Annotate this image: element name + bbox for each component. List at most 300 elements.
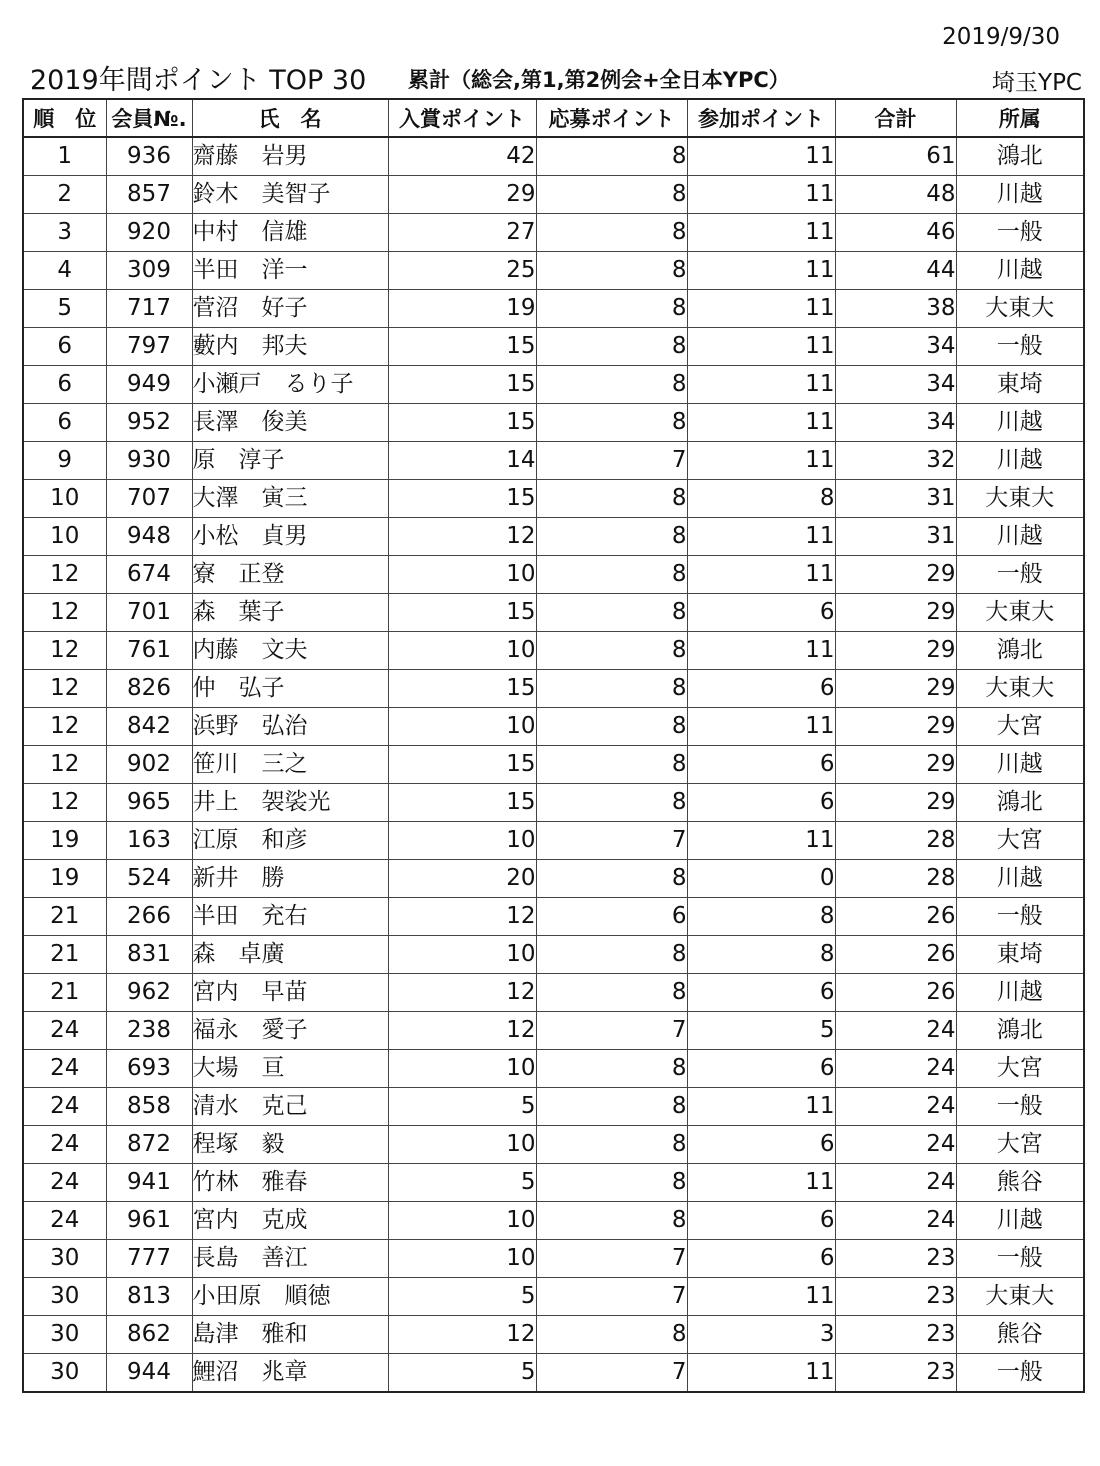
cell-name: 藪内 邦夫 (192, 328, 388, 366)
cell-member-no: 930 (106, 442, 192, 480)
cell-entry-points: 8 (536, 708, 687, 746)
column-header-rank: 順 位 (23, 99, 106, 137)
cell-total: 29 (835, 784, 956, 822)
cell-member-no: 952 (106, 404, 192, 442)
page-title: 2019年間ポイント TOP 30 (30, 65, 367, 96)
cell-rank: 21 (23, 974, 106, 1012)
cell-participation-points: 11 (687, 442, 835, 480)
cell-total: 24 (835, 1164, 956, 1202)
cell-entry-points: 7 (536, 1278, 687, 1316)
cell-member-no: 857 (106, 176, 192, 214)
cell-affiliation: 鴻北 (956, 784, 1084, 822)
cell-participation-points: 11 (687, 176, 835, 214)
cell-total: 31 (835, 518, 956, 556)
cell-name: 仲 弘子 (192, 670, 388, 708)
cell-participation-points: 11 (687, 822, 835, 860)
cell-participation-points: 6 (687, 784, 835, 822)
cell-participation-points: 8 (687, 936, 835, 974)
cell-total: 46 (835, 214, 956, 252)
cell-award-points: 5 (388, 1088, 536, 1126)
cell-member-no: 826 (106, 670, 192, 708)
cell-name: 宮内 克成 (192, 1202, 388, 1240)
column-header-affiliation: 所属 (956, 99, 1084, 137)
cell-entry-points: 7 (536, 1240, 687, 1278)
column-header-name: 氏 名 (192, 99, 388, 137)
table-row (23, 670, 1084, 708)
cell-participation-points: 11 (687, 518, 835, 556)
cell-member-no: 842 (106, 708, 192, 746)
cell-total: 28 (835, 860, 956, 898)
cell-name: 森 葉子 (192, 594, 388, 632)
cell-name: 程塚 毅 (192, 1126, 388, 1164)
cell-member-no: 777 (106, 1240, 192, 1278)
cell-total: 34 (835, 366, 956, 404)
cell-rank: 9 (23, 442, 106, 480)
cell-participation-points: 11 (687, 290, 835, 328)
table-row (23, 290, 1084, 328)
cell-name: 大澤 寅三 (192, 480, 388, 518)
table-row (23, 366, 1084, 404)
cell-participation-points: 11 (687, 137, 835, 176)
cell-total: 29 (835, 746, 956, 784)
cell-affiliation: 鴻北 (956, 137, 1084, 176)
cell-affiliation: 大宮 (956, 708, 1084, 746)
cell-member-no: 524 (106, 860, 192, 898)
cell-affiliation: 大宮 (956, 822, 1084, 860)
cell-rank: 24 (23, 1088, 106, 1126)
cell-entry-points: 8 (536, 328, 687, 366)
cell-rank: 6 (23, 328, 106, 366)
cell-affiliation: 一般 (956, 1354, 1084, 1393)
cell-award-points: 15 (388, 328, 536, 366)
cell-total: 24 (835, 1050, 956, 1088)
cell-name: 宮内 早苗 (192, 974, 388, 1012)
cell-total: 29 (835, 708, 956, 746)
cell-name: 浜野 弘治 (192, 708, 388, 746)
cell-total: 29 (835, 556, 956, 594)
cell-entry-points: 8 (536, 1088, 687, 1126)
cell-entry-points: 8 (536, 137, 687, 176)
cell-member-no: 872 (106, 1126, 192, 1164)
cell-entry-points: 8 (536, 1316, 687, 1354)
cell-participation-points: 11 (687, 1164, 835, 1202)
cell-entry-points: 8 (536, 290, 687, 328)
cell-affiliation: 熊谷 (956, 1164, 1084, 1202)
cell-entry-points: 8 (536, 214, 687, 252)
cell-rank: 30 (23, 1278, 106, 1316)
cell-rank: 5 (23, 290, 106, 328)
cell-member-no: 309 (106, 252, 192, 290)
report-date: 2019/9/30 (942, 24, 1060, 50)
cell-total: 28 (835, 822, 956, 860)
cell-entry-points: 8 (536, 746, 687, 784)
table-row (23, 632, 1084, 670)
cell-rank: 12 (23, 708, 106, 746)
cell-member-no: 831 (106, 936, 192, 974)
cell-rank: 6 (23, 366, 106, 404)
cell-participation-points: 11 (687, 404, 835, 442)
table-row (23, 214, 1084, 252)
cell-rank: 12 (23, 556, 106, 594)
cell-entry-points: 8 (536, 1164, 687, 1202)
cell-rank: 1 (23, 137, 106, 176)
cell-participation-points: 6 (687, 670, 835, 708)
cell-name: 鈴木 美智子 (192, 176, 388, 214)
cell-award-points: 5 (388, 1278, 536, 1316)
cell-award-points: 15 (388, 746, 536, 784)
cell-member-no: 920 (106, 214, 192, 252)
cell-affiliation: 鴻北 (956, 632, 1084, 670)
cell-entry-points: 7 (536, 1354, 687, 1393)
cell-name: 鯉沼 兆章 (192, 1354, 388, 1393)
cell-entry-points: 8 (536, 784, 687, 822)
table-row (23, 1126, 1084, 1164)
cell-award-points: 10 (388, 1126, 536, 1164)
cell-name: 森 卓廣 (192, 936, 388, 974)
cell-award-points: 10 (388, 632, 536, 670)
cell-name: 原 淳子 (192, 442, 388, 480)
cell-rank: 2 (23, 176, 106, 214)
cell-award-points: 10 (388, 708, 536, 746)
cell-total: 24 (835, 1126, 956, 1164)
cell-rank: 24 (23, 1050, 106, 1088)
cell-participation-points: 6 (687, 974, 835, 1012)
cell-affiliation: 熊谷 (956, 1316, 1084, 1354)
cell-rank: 12 (23, 746, 106, 784)
cell-member-no: 707 (106, 480, 192, 518)
cell-affiliation: 東埼 (956, 936, 1084, 974)
cell-award-points: 29 (388, 176, 536, 214)
table-row (23, 1202, 1084, 1240)
cell-member-no: 961 (106, 1202, 192, 1240)
cell-total: 23 (835, 1316, 956, 1354)
cell-award-points: 15 (388, 784, 536, 822)
cell-member-no: 941 (106, 1164, 192, 1202)
cell-member-no: 944 (106, 1354, 192, 1393)
cell-participation-points: 11 (687, 1278, 835, 1316)
table-row (23, 860, 1084, 898)
cell-entry-points: 8 (536, 632, 687, 670)
cell-member-no: 717 (106, 290, 192, 328)
cell-affiliation: 大宮 (956, 1050, 1084, 1088)
cell-affiliation: 一般 (956, 1088, 1084, 1126)
cell-participation-points: 5 (687, 1012, 835, 1050)
column-header-entry-points: 応募ポイント (536, 99, 687, 137)
cell-award-points: 12 (388, 974, 536, 1012)
cell-total: 29 (835, 594, 956, 632)
cell-member-no: 674 (106, 556, 192, 594)
cell-participation-points: 6 (687, 1240, 835, 1278)
cell-member-no: 965 (106, 784, 192, 822)
cell-total: 24 (835, 1202, 956, 1240)
cell-total: 29 (835, 670, 956, 708)
cell-affiliation: 大東大 (956, 670, 1084, 708)
cell-total: 23 (835, 1354, 956, 1393)
cell-affiliation: 大東大 (956, 480, 1084, 518)
cell-total: 48 (835, 176, 956, 214)
table-row (23, 974, 1084, 1012)
cell-entry-points: 8 (536, 252, 687, 290)
cell-name: 島津 雅和 (192, 1316, 388, 1354)
cell-total: 34 (835, 328, 956, 366)
cell-award-points: 25 (388, 252, 536, 290)
cell-affiliation: 川越 (956, 746, 1084, 784)
cell-rank: 12 (23, 670, 106, 708)
cell-participation-points: 11 (687, 214, 835, 252)
cell-name: 新井 勝 (192, 860, 388, 898)
cell-entry-points: 8 (536, 404, 687, 442)
table-row (23, 556, 1084, 594)
cell-total: 23 (835, 1240, 956, 1278)
cell-affiliation: 鴻北 (956, 1012, 1084, 1050)
cell-award-points: 15 (388, 404, 536, 442)
table-row (23, 328, 1084, 366)
table-row (23, 822, 1084, 860)
cell-member-no: 163 (106, 822, 192, 860)
cell-award-points: 15 (388, 480, 536, 518)
cell-rank: 12 (23, 632, 106, 670)
cell-award-points: 10 (388, 1240, 536, 1278)
cell-member-no: 962 (106, 974, 192, 1012)
cell-rank: 10 (23, 480, 106, 518)
page-subtitle: 累計（総会,第1,第2例会+全日本YPC） (408, 68, 790, 92)
table-row (23, 784, 1084, 822)
cell-name: 中村 信雄 (192, 214, 388, 252)
cell-total: 32 (835, 442, 956, 480)
cell-name: 笹川 三之 (192, 746, 388, 784)
cell-rank: 24 (23, 1012, 106, 1050)
table-row (23, 1278, 1084, 1316)
table-row (23, 480, 1084, 518)
cell-entry-points: 7 (536, 442, 687, 480)
table-row (23, 1088, 1084, 1126)
cell-award-points: 10 (388, 822, 536, 860)
cell-rank: 19 (23, 822, 106, 860)
cell-award-points: 15 (388, 670, 536, 708)
cell-entry-points: 8 (536, 1126, 687, 1164)
cell-name: 寮 正登 (192, 556, 388, 594)
cell-total: 24 (835, 1088, 956, 1126)
cell-member-no: 858 (106, 1088, 192, 1126)
cell-award-points: 12 (388, 518, 536, 556)
cell-participation-points: 8 (687, 480, 835, 518)
cell-member-no: 813 (106, 1278, 192, 1316)
cell-name: 竹林 雅春 (192, 1164, 388, 1202)
table-row (23, 746, 1084, 784)
cell-member-no: 936 (106, 137, 192, 176)
table-row (23, 252, 1084, 290)
organization-name: 埼玉YPC (992, 70, 1082, 96)
cell-affiliation: 川越 (956, 442, 1084, 480)
cell-total: 23 (835, 1278, 956, 1316)
column-header-award-points: 入賞ポイント (388, 99, 536, 137)
cell-rank: 24 (23, 1126, 106, 1164)
cell-name: 菅沼 好子 (192, 290, 388, 328)
cell-award-points: 14 (388, 442, 536, 480)
column-header-participation-points: 参加ポイント (687, 99, 835, 137)
table-row (23, 442, 1084, 480)
cell-rank: 21 (23, 898, 106, 936)
cell-name: 内藤 文夫 (192, 632, 388, 670)
cell-rank: 30 (23, 1316, 106, 1354)
cell-award-points: 12 (388, 898, 536, 936)
cell-entry-points: 8 (536, 594, 687, 632)
cell-member-no: 902 (106, 746, 192, 784)
cell-total: 61 (835, 137, 956, 176)
table-header-row (23, 99, 1084, 137)
cell-total: 26 (835, 936, 956, 974)
cell-award-points: 15 (388, 594, 536, 632)
cell-rank: 21 (23, 936, 106, 974)
cell-award-points: 27 (388, 214, 536, 252)
cell-total: 26 (835, 974, 956, 1012)
cell-member-no: 948 (106, 518, 192, 556)
cell-affiliation: 川越 (956, 974, 1084, 1012)
cell-entry-points: 8 (536, 556, 687, 594)
cell-rank: 30 (23, 1354, 106, 1393)
cell-entry-points: 8 (536, 1050, 687, 1088)
cell-participation-points: 3 (687, 1316, 835, 1354)
cell-name: 小田原 順徳 (192, 1278, 388, 1316)
cell-rank: 3 (23, 214, 106, 252)
cell-award-points: 20 (388, 860, 536, 898)
cell-participation-points: 6 (687, 1202, 835, 1240)
cell-affiliation: 川越 (956, 860, 1084, 898)
cell-name: 半田 充右 (192, 898, 388, 936)
cell-member-no: 701 (106, 594, 192, 632)
cell-affiliation: 東埼 (956, 366, 1084, 404)
cell-entry-points: 7 (536, 822, 687, 860)
cell-participation-points: 6 (687, 594, 835, 632)
cell-name: 齋藤 岩男 (192, 137, 388, 176)
cell-award-points: 12 (388, 1316, 536, 1354)
cell-member-no: 949 (106, 366, 192, 404)
cell-affiliation: 大東大 (956, 594, 1084, 632)
cell-rank: 24 (23, 1164, 106, 1202)
cell-participation-points: 11 (687, 556, 835, 594)
cell-total: 34 (835, 404, 956, 442)
cell-affiliation: 川越 (956, 404, 1084, 442)
cell-name: 江原 和彦 (192, 822, 388, 860)
cell-participation-points: 8 (687, 898, 835, 936)
table-row (23, 176, 1084, 214)
cell-affiliation: 川越 (956, 518, 1084, 556)
cell-name: 長澤 俊美 (192, 404, 388, 442)
cell-award-points: 5 (388, 1164, 536, 1202)
cell-affiliation: 川越 (956, 176, 1084, 214)
table-row (23, 1012, 1084, 1050)
cell-participation-points: 6 (687, 1126, 835, 1164)
cell-total: 26 (835, 898, 956, 936)
cell-entry-points: 8 (536, 974, 687, 1012)
cell-participation-points: 11 (687, 708, 835, 746)
cell-rank: 19 (23, 860, 106, 898)
cell-rank: 12 (23, 594, 106, 632)
table-body (23, 137, 1084, 1392)
cell-participation-points: 0 (687, 860, 835, 898)
cell-award-points: 19 (388, 290, 536, 328)
cell-participation-points: 6 (687, 1050, 835, 1088)
cell-affiliation: 一般 (956, 1240, 1084, 1278)
cell-entry-points: 8 (536, 670, 687, 708)
cell-entry-points: 8 (536, 860, 687, 898)
cell-participation-points: 6 (687, 746, 835, 784)
cell-participation-points: 11 (687, 366, 835, 404)
cell-affiliation: 大東大 (956, 290, 1084, 328)
cell-name: 小松 貞男 (192, 518, 388, 556)
cell-affiliation: 大東大 (956, 1278, 1084, 1316)
cell-total: 31 (835, 480, 956, 518)
cell-member-no: 862 (106, 1316, 192, 1354)
cell-award-points: 5 (388, 1354, 536, 1393)
table-row (23, 898, 1084, 936)
cell-member-no: 761 (106, 632, 192, 670)
cell-name: 小瀬戸 るり子 (192, 366, 388, 404)
cell-affiliation: 一般 (956, 556, 1084, 594)
cell-entry-points: 8 (536, 480, 687, 518)
table-row (23, 137, 1084, 176)
table-row (23, 708, 1084, 746)
cell-entry-points: 7 (536, 1012, 687, 1050)
cell-name: 福永 愛子 (192, 1012, 388, 1050)
table-row (23, 1354, 1084, 1393)
table-row (23, 404, 1084, 442)
cell-name: 清水 克己 (192, 1088, 388, 1126)
cell-award-points: 12 (388, 1012, 536, 1050)
cell-member-no: 797 (106, 328, 192, 366)
cell-entry-points: 8 (536, 936, 687, 974)
table-row (23, 1240, 1084, 1278)
cell-affiliation: 大宮 (956, 1126, 1084, 1164)
cell-rank: 12 (23, 784, 106, 822)
cell-name: 半田 洋一 (192, 252, 388, 290)
cell-total: 44 (835, 252, 956, 290)
cell-participation-points: 11 (687, 1354, 835, 1393)
cell-award-points: 42 (388, 137, 536, 176)
column-header-total: 合計 (835, 99, 956, 137)
cell-award-points: 10 (388, 936, 536, 974)
cell-participation-points: 11 (687, 328, 835, 366)
column-header-member-no: 会員№. (106, 99, 192, 137)
cell-award-points: 10 (388, 1202, 536, 1240)
cell-total: 38 (835, 290, 956, 328)
cell-rank: 10 (23, 518, 106, 556)
table-row (23, 1164, 1084, 1202)
cell-name: 長島 善江 (192, 1240, 388, 1278)
table-row (23, 936, 1084, 974)
table-row (23, 1316, 1084, 1354)
cell-participation-points: 11 (687, 1088, 835, 1126)
cell-rank: 6 (23, 404, 106, 442)
cell-member-no: 693 (106, 1050, 192, 1088)
cell-rank: 30 (23, 1240, 106, 1278)
cell-name: 大場 亘 (192, 1050, 388, 1088)
cell-total: 24 (835, 1012, 956, 1050)
cell-rank: 24 (23, 1202, 106, 1240)
ranking-table (22, 98, 1085, 1393)
cell-entry-points: 8 (536, 366, 687, 404)
cell-rank: 4 (23, 252, 106, 290)
cell-participation-points: 11 (687, 632, 835, 670)
cell-affiliation: 一般 (956, 898, 1084, 936)
cell-total: 29 (835, 632, 956, 670)
cell-name: 井上 袈裟光 (192, 784, 388, 822)
cell-award-points: 10 (388, 556, 536, 594)
table-row (23, 594, 1084, 632)
cell-participation-points: 11 (687, 252, 835, 290)
cell-affiliation: 一般 (956, 214, 1084, 252)
cell-affiliation: 川越 (956, 1202, 1084, 1240)
